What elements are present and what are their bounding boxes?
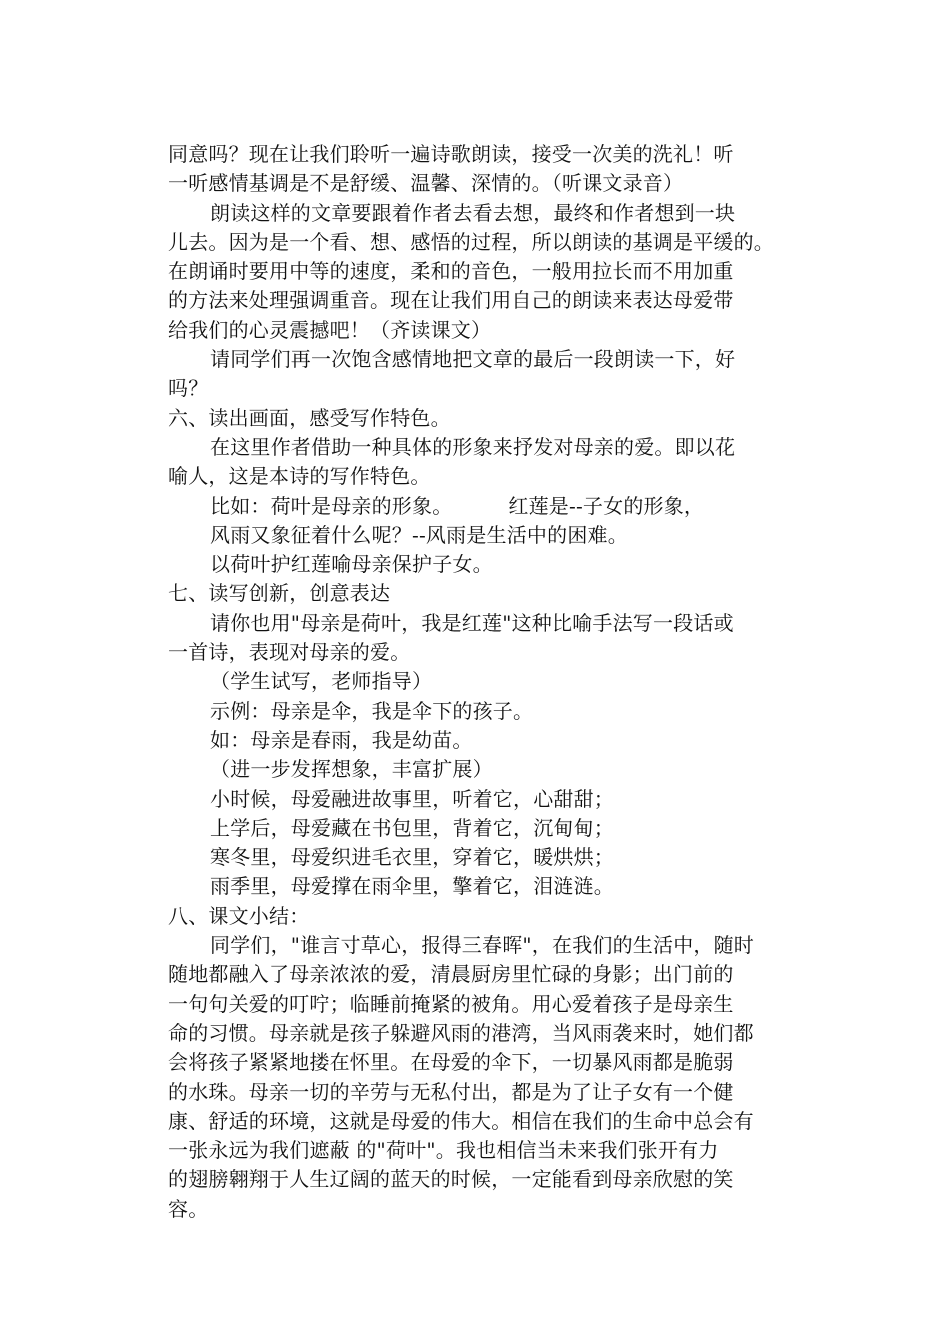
- section-heading-8: 八、课文小结：: [168, 903, 310, 928]
- paragraph-start: 请你也用"母亲是荷叶，我是红莲"这种比喻手法写一段话或: [210, 610, 734, 635]
- paragraph-start: 在这里作者借助一种具体的形象来抒发对母亲的爱。即以花: [210, 434, 736, 459]
- text-line: 随地都融入了母亲浓浓的爱，清晨厨房里忙碌的身影；出门前的: [168, 962, 734, 987]
- text-line: 容。: [168, 1196, 209, 1221]
- paragraph-start: 请同学们再一次饱含感情地把文章的最后一段朗读一下，好: [210, 347, 736, 372]
- text-line: 一句句关爱的叮咛；临睡前掩紧的被角。用心爱着孩子是母亲生: [168, 991, 734, 1016]
- example-red-lotus: 红莲是--子女的形象，: [508, 493, 705, 518]
- text-line: 一首诗，表现对母亲的爱。: [168, 640, 411, 665]
- example-lotus-leaf: 比如：荷叶是母亲的形象。: [210, 493, 453, 518]
- text-line: （学生试写，老师指导）: [210, 669, 433, 694]
- section-heading-7: 七、读写创新，创意表达: [168, 581, 391, 606]
- text-line: 康、舒适的环境，这就是母爱的伟大。相信在我们的生命中总会有: [168, 1108, 754, 1133]
- text-line: 吗？: [168, 376, 209, 401]
- text-line: 同意吗？现在让我们聆听一遍诗歌朗读，接受一次美的洗礼！听: [168, 142, 734, 166]
- poem-line: 寒冬里，母爱织进毛衣里，穿着它，暖烘烘；: [210, 845, 614, 870]
- poem-line: 雨季里，母爱撑在雨伞里，擎着它，泪涟涟。: [210, 874, 614, 899]
- text-line: 命的习惯。母亲就是孩子躲避风雨的港湾，当风雨袭来时，她们都: [168, 1020, 754, 1045]
- document-page: [168, 140, 788, 1224]
- text-line: 一张永远为我们遮蔽 的"荷叶"。我也相信当未来我们张开有力: [168, 1138, 719, 1163]
- example-line: 以荷叶护红莲喻母亲保护子女。: [210, 552, 493, 577]
- text-line: 给我们的心灵震撼吧！（齐读课文）: [168, 317, 492, 342]
- paragraph-start: 朗读这样的文章要跟着作者去看去想，最终和作者想到一块: [210, 200, 736, 225]
- text-line: 的水珠。母亲一切的辛劳与无私付出，都是为了让子女有一个健: [168, 1079, 734, 1104]
- text-line: 如：母亲是春雨，我是幼苗。: [210, 727, 473, 752]
- example-line: [168, 492, 788, 521]
- text-line: 的方法来处理强调重音。现在让我们用自己的朗读来表达母爱带: [168, 288, 734, 313]
- text-line: 会将孩子紧紧地搂在怀里。在母爱的伞下，一切暴风雨都是脆弱: [168, 1050, 734, 1075]
- paragraph-start: 同学们，"谁言寸草心，报得三春晖"，在我们的生活中，随时: [210, 933, 754, 958]
- text-line: 的翅膀翱翔于人生辽阔的蓝天的时候，一定能看到母亲欣慰的笑: [168, 1167, 734, 1192]
- poem-line: 上学后，母爱藏在书包里，背着它，沉甸甸；: [210, 815, 614, 840]
- text-line: 在朗诵时要用中等的速度，柔和的音色，一般用拉长而不用加重: [168, 259, 734, 284]
- text-line: 示例：母亲是伞，我是伞下的孩子。: [210, 698, 534, 723]
- text-line: （进一步发挥想象，丰富扩展）: [210, 757, 493, 782]
- text-line: 喻人，这是本诗的写作特色。: [168, 464, 431, 489]
- text-line: 儿去。因为是一个看、想、感悟的过程，所以朗读的基调是平缓的。: [168, 229, 774, 254]
- text-line: 一听感情基调是不是舒缓、温馨、深情的。（听课文录音）: [168, 171, 684, 196]
- poem-line: 小时候，母爱融进故事里，听着它，心甜甜；: [210, 786, 614, 811]
- section-heading-6: 六、读出画面，感受写作特色。: [168, 405, 451, 430]
- example-line: 风雨又象征着什么呢？--风雨是生活中的困难。: [210, 522, 628, 547]
